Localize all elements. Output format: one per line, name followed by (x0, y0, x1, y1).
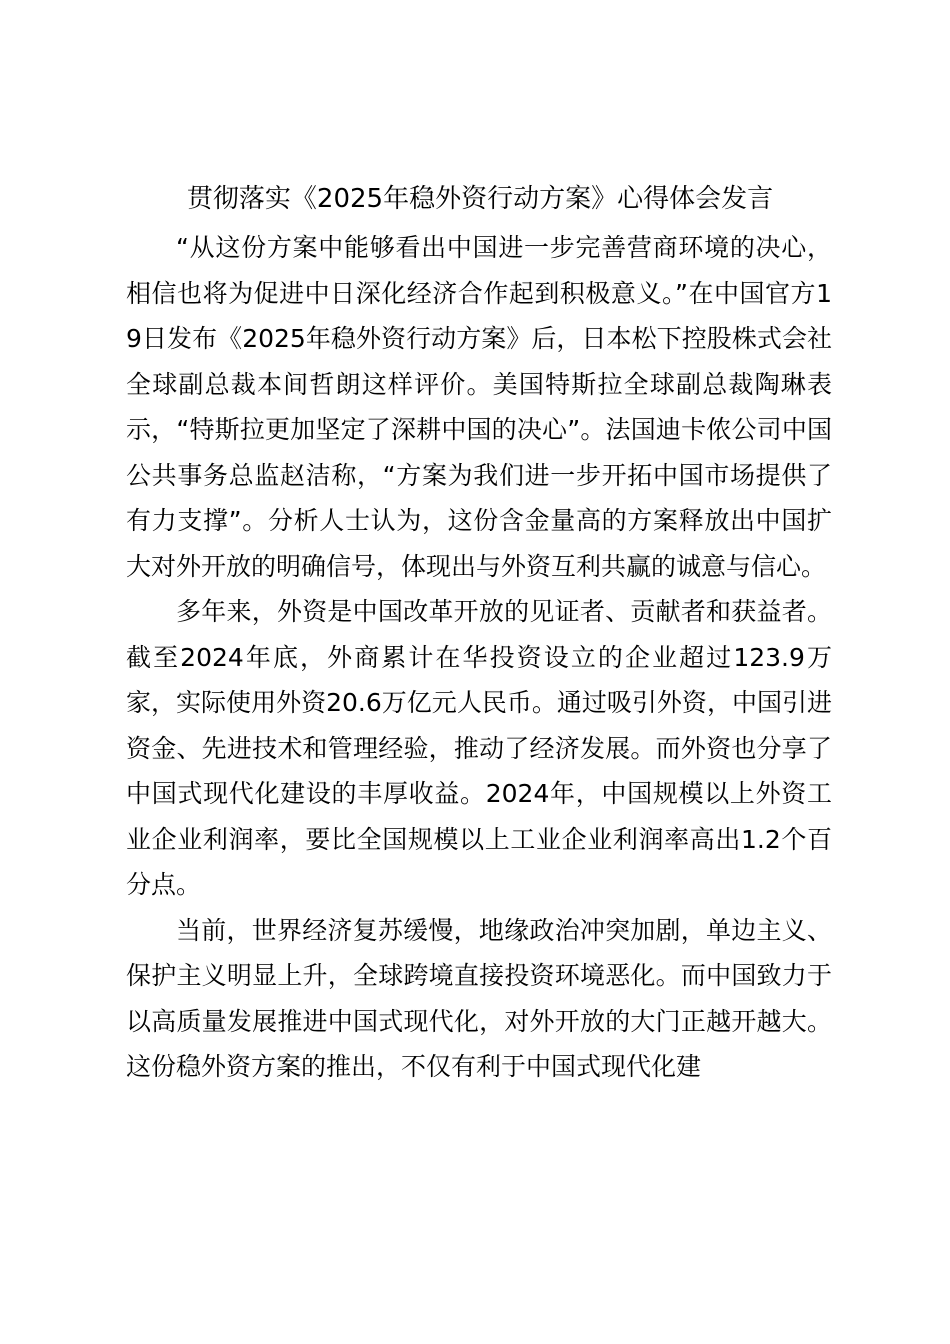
document-title: 贯彻落实《2025年稳外资行动方案》心得体会发言 (186, 184, 774, 214)
paragraph-3: 当前，世界经济复苏缓慢，地缘政治冲突加剧，单边主义、保护主义明显上升，全球跨境直接投资环境恶化。而中国致力于以高质量发展推进中国式现代化，对外开放的大门正越开越大。这份稳外资方案的推出，不仅有利于中国式现代化建 (126, 915, 832, 1081)
paragraph-2: 多年来，外资是中国改革开放的见证者、贡献者和获益者。截至2024年底，外商累计在华投资设立的企业超过123.9万家，实际使用外资20.6万亿元人民币。通过吸引外资，中国引进资金、先进技术和管理经验，推动了经济发展。而外资也分享了中国式现代化建设的丰厚收益。2024年，中国规模以上外资工业企业利润率，要比全国规模以上工业企业利润率高出1.2个百分点。 (126, 597, 832, 899)
document-body (126, 225, 832, 1090)
paragraph-1: “从这份方案中能够看出中国进一步完善营商环境的决心，相信也将为促进中日深化经济合作起到积极意义。”在中国官方19日发布《2025年稳外资行动方案》后，日本松下控股株式会社全球副总裁本间哲朗这样评价。美国特斯拉全球副总裁陶琳表示，“特斯拉更加坚定了深耕中国的决心”。法国迪卡侬公司中国公共事务总监赵洁称，“方案为我们进一步开拓中国市场提供了有力支撑”。分析人士认为，这份含金量高的方案释放出中国扩大对外开放的明确信号，体现出与外资互利共赢的诚意与信心。 (126, 233, 832, 581)
